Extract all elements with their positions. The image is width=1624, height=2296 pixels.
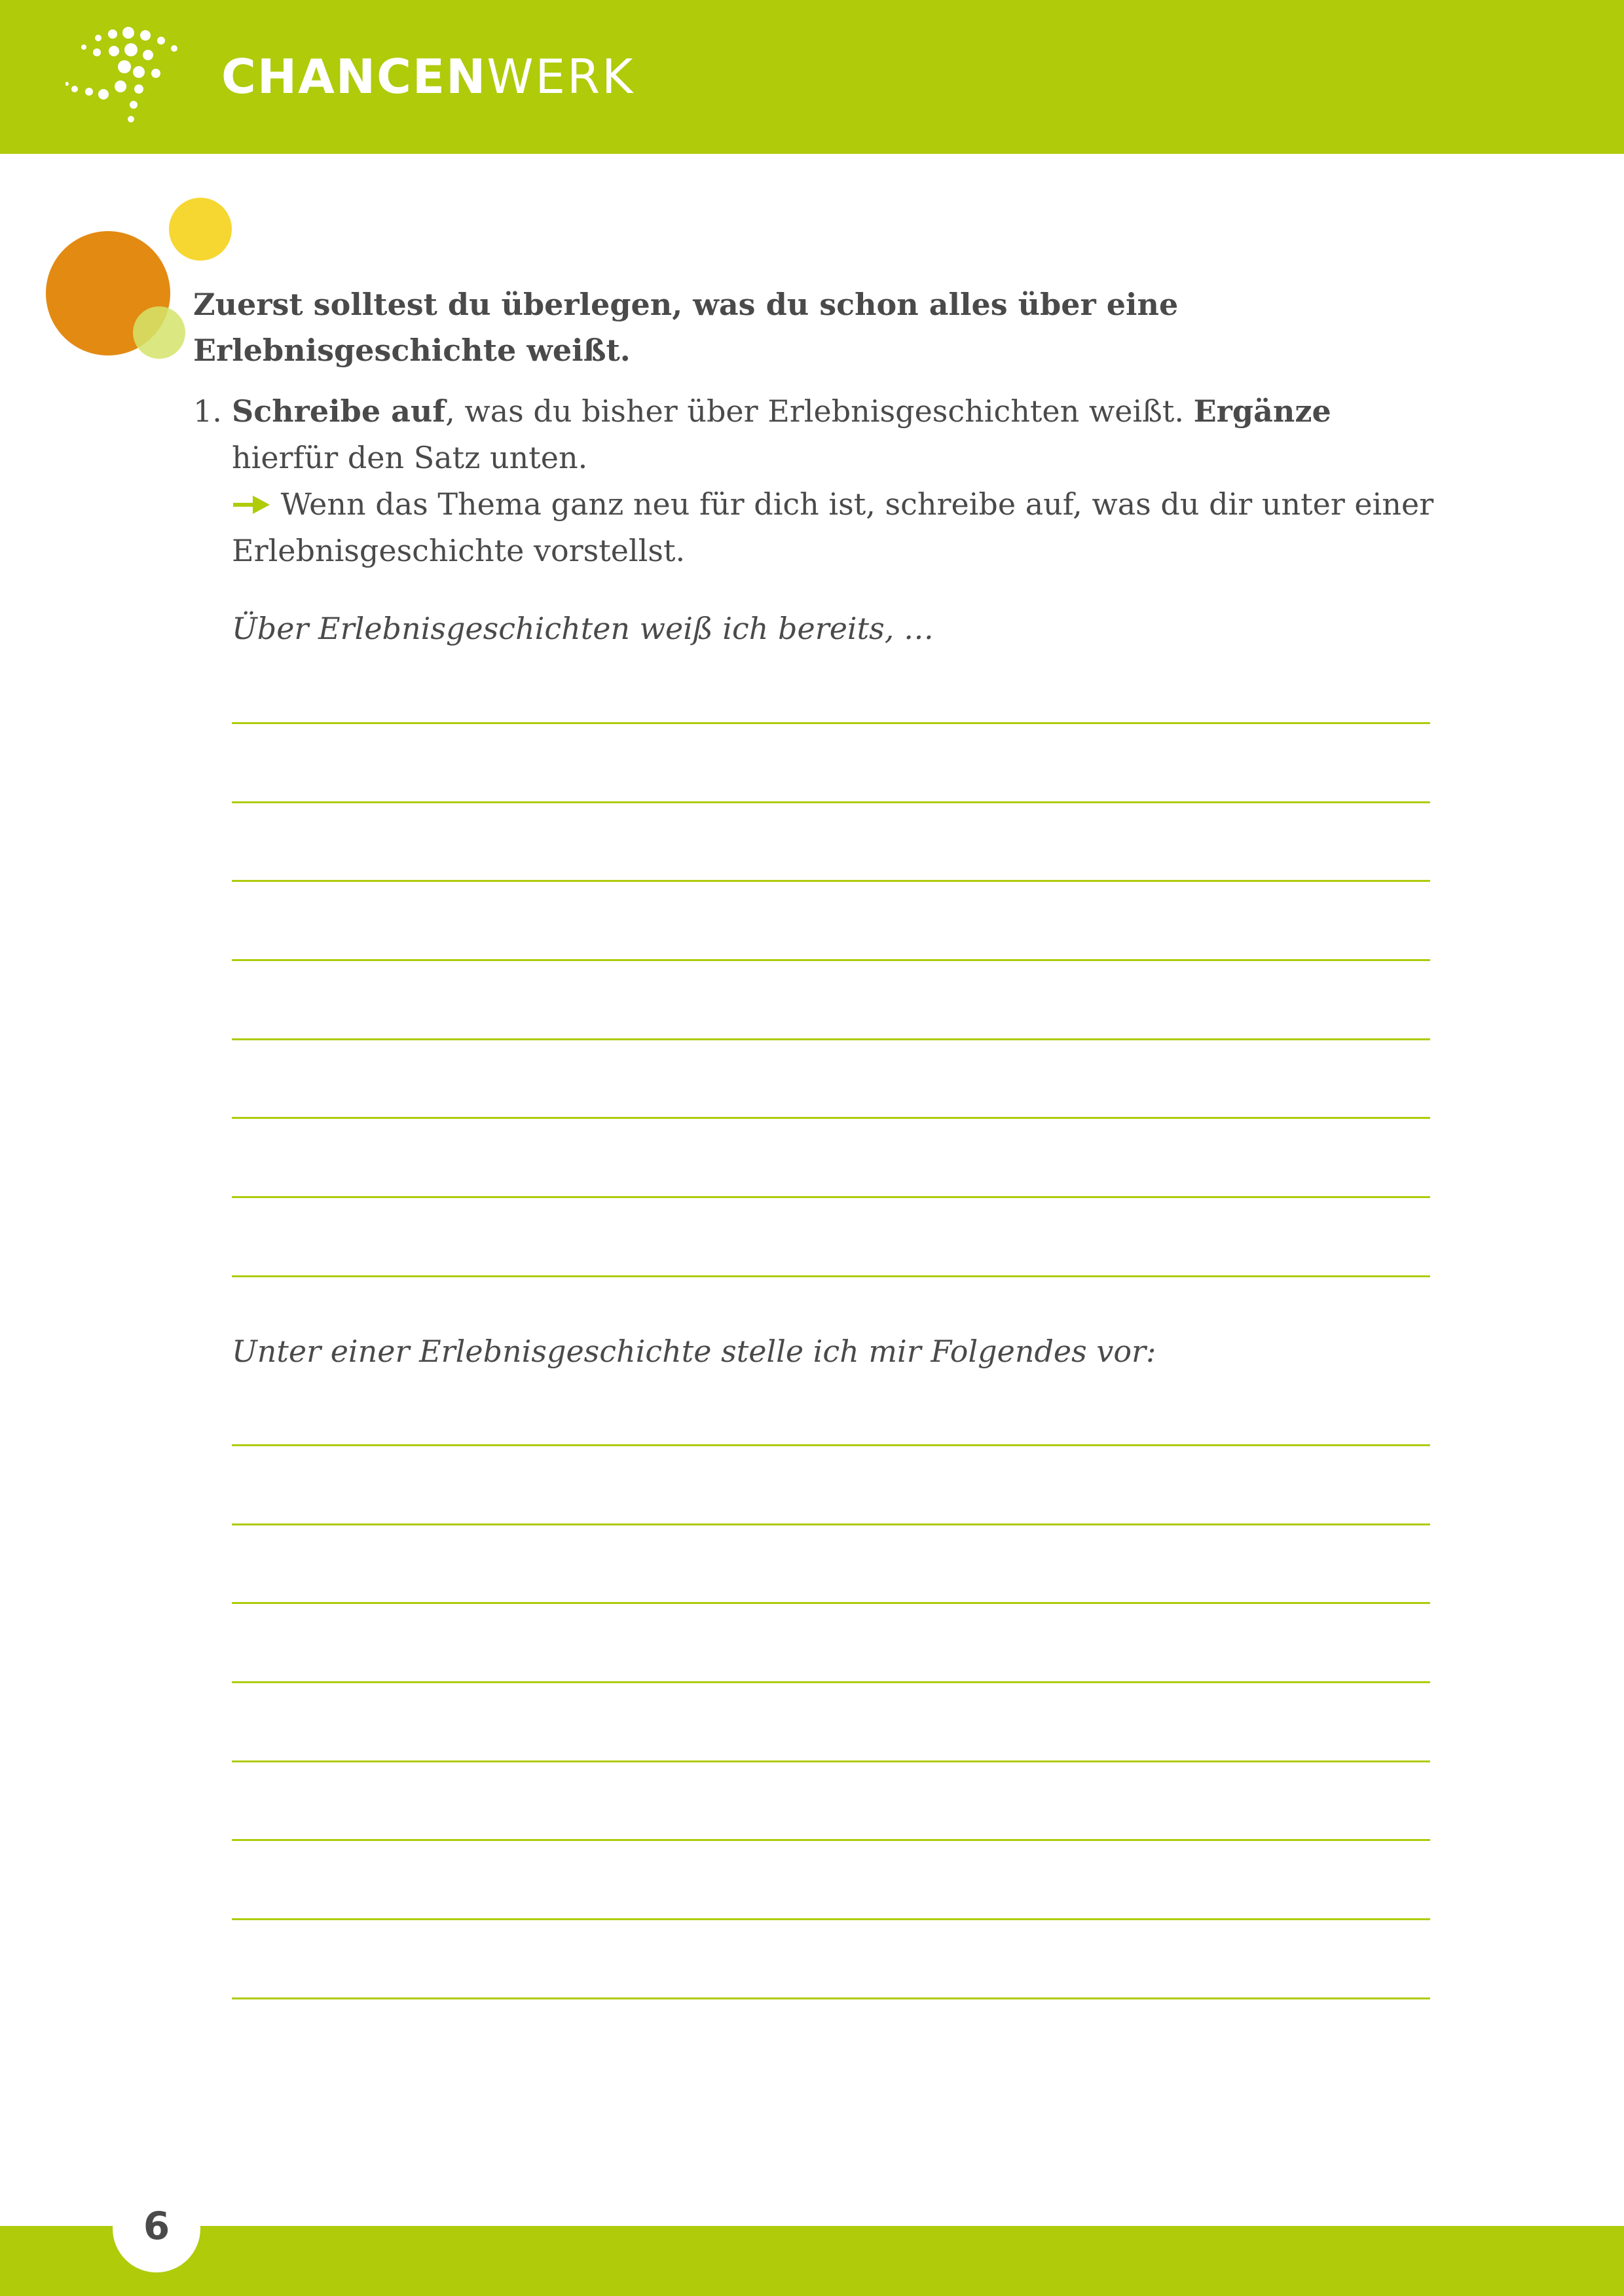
writing-line[interactable] <box>232 1038 1430 1040</box>
writing-line[interactable] <box>232 1681 1430 1683</box>
page-header <box>0 0 1624 154</box>
writing-line[interactable] <box>232 1997 1430 1999</box>
task-number: 1. <box>193 393 222 429</box>
brand-logo-text <box>221 47 635 106</box>
intro-heading: Zuerst solltest du überlegen, was du schon alles über eine Erlebnisgeschichte weißt. <box>193 287 1179 368</box>
brand-name-bold: CHANCEN <box>221 49 487 104</box>
writing-line[interactable] <box>232 801 1430 803</box>
prompt-1: Über Erlebnisgeschichten weiß ich bereits, … <box>232 611 934 646</box>
writing-line[interactable] <box>232 1523 1430 1525</box>
writing-line[interactable] <box>232 1117 1430 1119</box>
writing-line[interactable] <box>232 1196 1430 1198</box>
writing-line[interactable] <box>232 1275 1430 1277</box>
writing-line[interactable] <box>232 959 1430 961</box>
yellow-circle <box>169 198 232 261</box>
page-number: 6 <box>143 2204 170 2248</box>
writing-line[interactable] <box>232 1760 1430 1762</box>
task-text-1: , was du bisher über Erlebnisgeschichten weißt. <box>445 393 1194 429</box>
writing-line[interactable] <box>232 1602 1430 1604</box>
light-green-circle <box>133 306 185 359</box>
writing-line[interactable] <box>232 880 1430 882</box>
prompt-2: Unter einer Erlebnisgeschichte stelle ich mir Folgendes vor: <box>232 1334 1156 1369</box>
writing-line[interactable] <box>232 1839 1430 1841</box>
task-bold-2: Ergänze <box>1193 393 1331 429</box>
writing-line[interactable] <box>232 722 1430 724</box>
task-bold-1: Schreibe auf <box>232 393 446 429</box>
dotted-logo-icon <box>65 26 203 131</box>
arrow-right-icon <box>232 494 271 516</box>
task-body <box>232 388 1437 574</box>
task-hint: Wenn das Thema ganz neu für dich ist, schreibe auf, was du dir unter einer Erlebnisgeschichte vorstellst. <box>232 486 1434 568</box>
writing-line[interactable] <box>232 1918 1430 1920</box>
task-text-2: hierfür den Satz unten. <box>232 440 588 475</box>
writing-line[interactable] <box>232 1444 1430 1446</box>
brand-name-light: WERK <box>487 49 635 104</box>
task-1 <box>193 388 1437 574</box>
page-footer <box>0 2226 1624 2296</box>
